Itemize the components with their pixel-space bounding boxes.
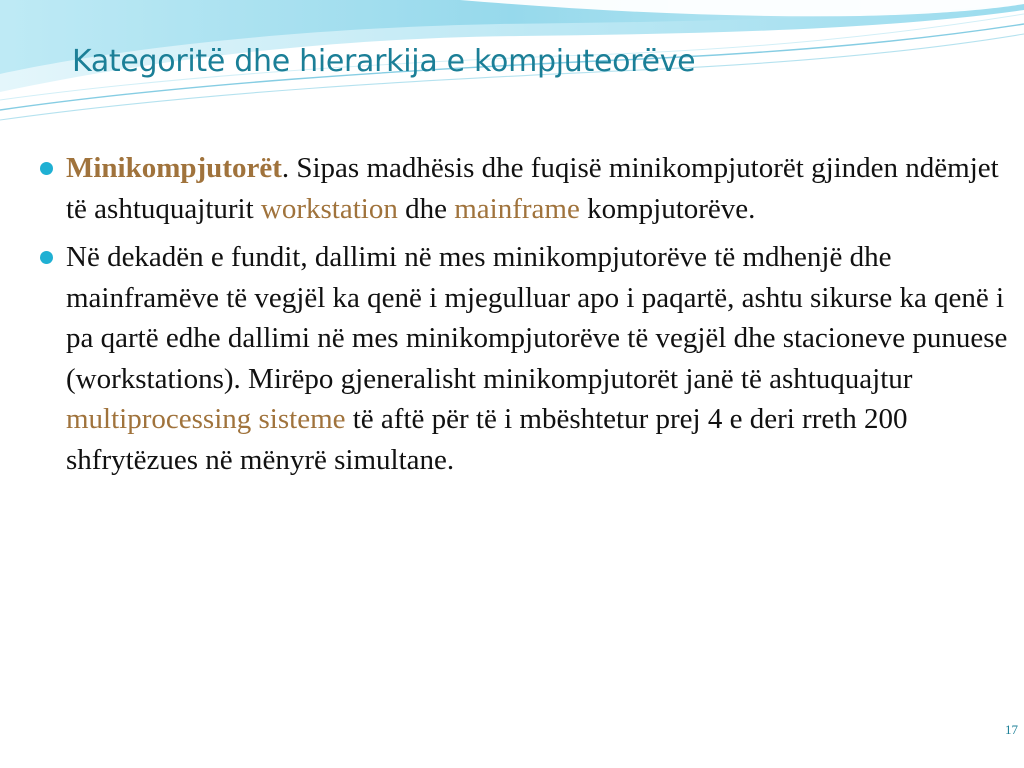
- page-number: 17: [1005, 722, 1018, 737]
- bullet-text: të aftë për të i mbështetur prej 4 e deri rreth 200 shfrytëzues në mënyrë simultane.: [66, 403, 908, 476]
- bullet-text: . Sipas madhësis dhe fuqisë minikompjutorët gjinden ndëmjet të ashtuquajturit: [66, 152, 999, 225]
- bullet-item-dekada: [40, 237, 1010, 480]
- bullet-list: [40, 148, 1010, 488]
- highlight-multiprocessing: multiprocessing sisteme: [66, 403, 346, 435]
- bullet-text: Në dekadën e fundit, dallimi në mes minikompjutorëve të mdhenjë dhe mainframëve të vegjël ka qenë i mjegulluar apo i paqartë, ashtu sikurse ka qenë i pa qartë edhe dallimi në mes minikompjutorëve të vegjël dhe stacioneve punuese (workstations). Mirëpo gjeneralisht minikompjutorët janë të ashtuquajtur: [66, 241, 1008, 395]
- bullet-item-minikompjutoret: [40, 148, 1010, 229]
- slide-title: Kategoritë dhe hierarkija e kompjuteorëve: [72, 44, 696, 79]
- highlight-mainframe: mainframe: [454, 192, 580, 225]
- bullet-term: Minikompjutorët: [66, 152, 282, 184]
- bullet-dot-icon: [40, 251, 53, 264]
- bullet-text: dhe: [397, 192, 455, 225]
- bullet-text: kompjutorëve.: [579, 192, 756, 225]
- bullet-dot-icon: [40, 162, 53, 175]
- highlight-workstation: workstation: [260, 192, 398, 225]
